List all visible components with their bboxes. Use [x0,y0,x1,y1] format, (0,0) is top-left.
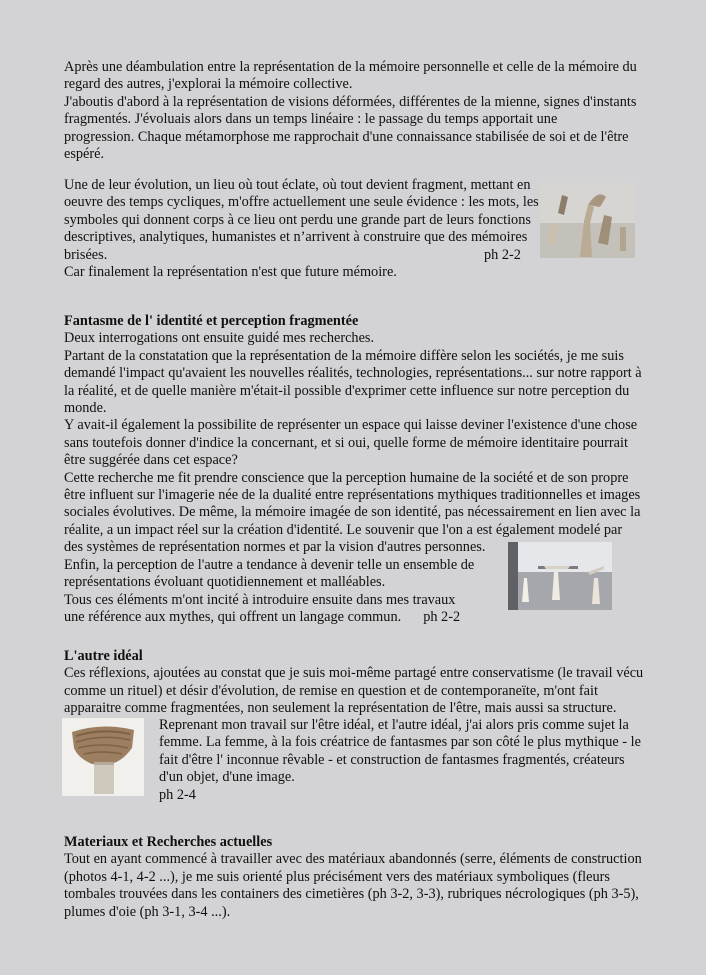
text-line: (photos 4-1, 4-2 ...), je me suis orienté plus précisément vers des matériaux symboliques (fleurs [64,868,610,885]
section-heading: Materiaux et Recherches actuelles [64,834,273,850]
text-line: sans toutefois donner d'indice la concernant, et si oui, quelle forme de mémoire identitaire pourrait [64,434,628,451]
materiaux-section [64,834,644,921]
text-line: Tout en ayant commencé à travailler avec des matériaux abandonnés (serre, éléments de construction [64,851,642,868]
text-line: Ces réflexions, ajoutées au constat que je suis moi-même partagé entre conservatisme (le travail vécu [64,665,644,682]
autre-indented-paragraph [159,717,649,804]
gallery-photo [508,542,612,610]
text-line: des systèmes de représentation normes et par la vision d'autres personnes. [64,539,486,556]
text-line: apparaitre comme fragmentées, non seulement la représentation de l'être, mais aussi sa structure. [64,700,617,717]
text-line: oeuvre des temps cycliques, m'offre actuellement une seule évidence : les mots, les [64,194,539,211]
intro-paragraph [64,59,644,163]
text-line: femme. La femme, à la fois créatrice de fantasmes par son côté le plus mythique - le [159,734,641,751]
text-line: monde. [64,400,107,417]
text-line: plumes d'oie (ph 3-1, 3-4 ...). [64,903,231,920]
sculpture-photo [540,183,635,258]
text-line: progression. Chaque métamorphose me rapprochait d'une connaissance stabilisée de soi et de l'être [64,128,629,145]
text-line: être suggérée dans cet espace? [64,452,238,469]
photo-reference: ph 2-2 [423,608,461,625]
section-heading: L'autre idéal [64,648,143,664]
section-heading: Fantasme de l' identité et perception fragmentée [64,313,359,329]
text-line: la réalité, et de quelle manière m'était-il possible d'exprimer cette influence sur notre perception du [64,382,630,399]
text-line: Tous ces éléments m'ont incité à introduire ensuite dans mes travaux [64,591,456,608]
text-line: espéré. [64,146,105,163]
text-line-start: une référence aux mythes, qui offrent un langage commun. [64,608,402,625]
torso-sculpture-photo [62,718,144,796]
text-line: comme un rituel) et désir d'évolution, de remise en question et de contemporaneïte, m'ont fait [64,682,598,699]
text-line: symboles qui donnent corps à ce lieu ont perdu une grande part de leurs fonctions [64,211,531,228]
text-line-start: brisées. [64,246,108,263]
text-line: Partant de la constatation que la représentation de la mémoire diffère selon les sociétés, je me suis [64,347,624,364]
torso-sculpture-image [62,718,144,796]
text-line: fait d'être l' inconnue rêvable - et construction de fantasmes fragmentés, créateurs [159,751,625,768]
text-line: d'un objet, d'une image. [159,769,295,786]
text-line: J'aboutis d'abord à la représentation de visions déformées, différentes de la mienne, signes d'instants [64,93,637,110]
text-line: demandé l'impact qu'avaient les nouvelles réalités, technologies, représentations... sur notre rapport à [64,365,642,382]
autre-section [64,648,644,718]
text-line: être influent sur l'imagerie née de la dualité entre représentations mythiques traditionnelles et images [64,487,641,504]
text-line: regard des autres, j'explorai la mémoire collective. [64,76,353,93]
text-line: Après une déambulation entre la représentation de la mémoire personnelle et celle de la mémoire du [64,59,637,75]
text-line: sociales évolutives. De même, la mémoire imagée de son identité, pas nécessairement en lien avec la [64,504,641,521]
text-line: Y avait-il également la possibilite de représenter un espace qui laisse deviner l'existence d'une chose [64,417,638,434]
photo-reference: ph 2-4 [159,786,196,803]
gallery-image [508,542,612,610]
text-line [64,609,644,626]
text-line: représentations évoluant quotidiennement et malléables. [64,574,386,591]
text-line: tombales trouvées dans les containers des cimetières (ph 3-2, 3-3), rubriques nécrologiques (ph 3-5), [64,886,639,903]
text-line: Une de leur évolution, un lieu où tout éclate, où tout devient fragment, mettant en [64,177,531,193]
text-line: Cette recherche me fit prendre conscience que la perception humaine de la société et de son propre [64,469,629,486]
text-line: Enfin, la perception de l'autre a tendance à devenir telle un ensemble de [64,556,475,573]
text-line: Car finalement la représentation n'est que future mémoire. [64,264,397,281]
text-line: Deux interrogations ont ensuite guidé mes recherches. [64,330,375,347]
text-line: fragmentés. J'évoluais alors dans un temps linéaire : le passage du temps apportait une [64,111,558,128]
text-line: Reprenant mon travail sur l'être idéal, et l'autre idéal, j'ai alors pris comme sujet la [159,717,629,733]
sculpture-image [540,183,635,258]
text-line: réalite, a un impact réel sur la création d'identité. Le souvenir que l'on a est également modelé par [64,521,623,538]
text-line: descriptives, analytiques, humanistes et n’arrivent à construire que des mémoires [64,229,528,246]
photo-reference: ph 2-2 [484,246,521,263]
